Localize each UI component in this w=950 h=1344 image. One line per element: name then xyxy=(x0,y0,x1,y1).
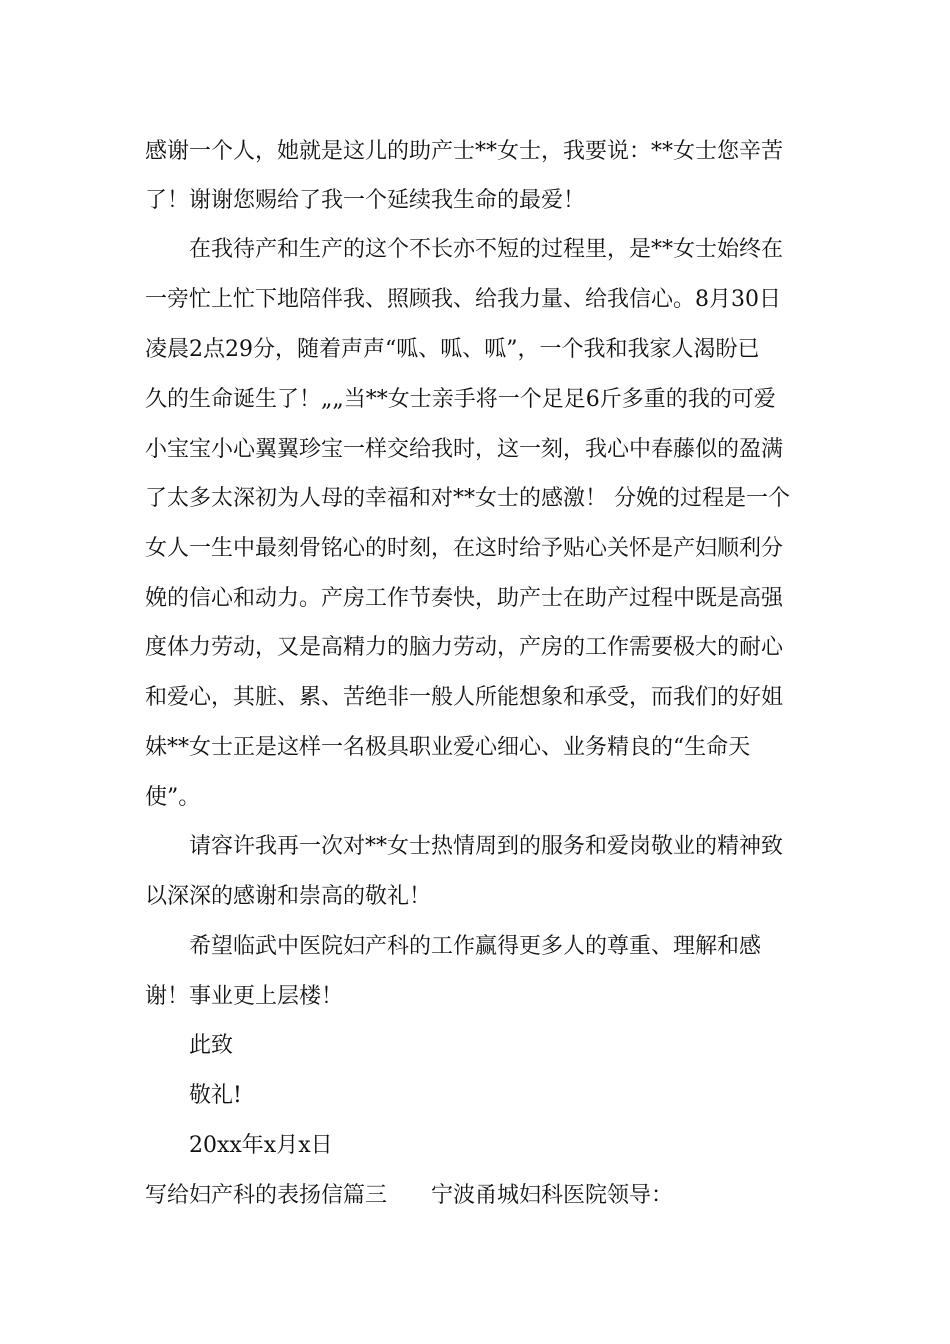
closing-salutation: 此致 xyxy=(189,1033,234,1058)
text-line: 小宝宝小心翼翼珍宝一样交给我时，这一刻，我心中春藤似的盈满 xyxy=(145,437,784,462)
text-line: 女人一生中最刻骨铭心的时刻，在这时给予贴心关怀是产妇顺利分 xyxy=(145,536,784,561)
text-line: 娩的信心和动力。产房工作节奏快，助产士在助产过程中既是高强 xyxy=(145,586,784,611)
text-line: 了太多太深初为人母的幸福和对**女士的感激！ 分娩的过程是一个 xyxy=(145,486,790,511)
text-line: 妹**女士正是这样一名极具职业爱心细心、业务精良的“生命天 xyxy=(145,735,751,760)
text-line: 希望临武中医院妇产科的工作赢得更多人的尊重、理解和感 xyxy=(189,934,762,959)
text-line: 使”。 xyxy=(145,785,201,810)
letter-date: 20xx年x月x日 xyxy=(189,1133,333,1158)
text-line: 久的生命诞生了！„„当**女士亲手将一个足足6斤多重的我的可爱 xyxy=(145,387,776,412)
text-line: 了！谢谢您赐给了我一个延续我生命的最爱！ xyxy=(145,188,586,213)
text-line: 一旁忙上忙下地陪伴我、照顾我、给我力量、给我信心。8月30日 xyxy=(145,287,781,312)
text-line: 和爱心，其脏、累、苦绝非一般人所能想象和承受，而我们的好姐 xyxy=(145,685,784,710)
text-line: 在我待产和生产的这个不长亦不短的过程里，是**女士始终在 xyxy=(189,237,784,262)
closing-regards: 敬礼! xyxy=(189,1083,242,1108)
text-line: 度体力劳动，又是高精力的脑力劳动，产房的工作需要极大的耐心 xyxy=(145,635,784,660)
text-line: 请容许我再一次对**女士热情周到的服务和爱岗敬业的精神致 xyxy=(189,834,784,859)
text-line: 谢！事业更上层楼！ xyxy=(145,984,344,1009)
text-line: 感谢一个人，她就是这儿的助产士**女士，我要说：**女士您辛苦 xyxy=(145,139,784,164)
text-line: 凌晨2点29分，随着声声“呱、呱、呱”，一个我和我家人渴盼已 xyxy=(145,337,760,362)
section-heading: 写给妇产科的表扬信篇三 宁波甬城妇科医院领导： xyxy=(145,1183,674,1208)
text-line: 以深深的感谢和崇高的敬礼！ xyxy=(145,884,432,909)
